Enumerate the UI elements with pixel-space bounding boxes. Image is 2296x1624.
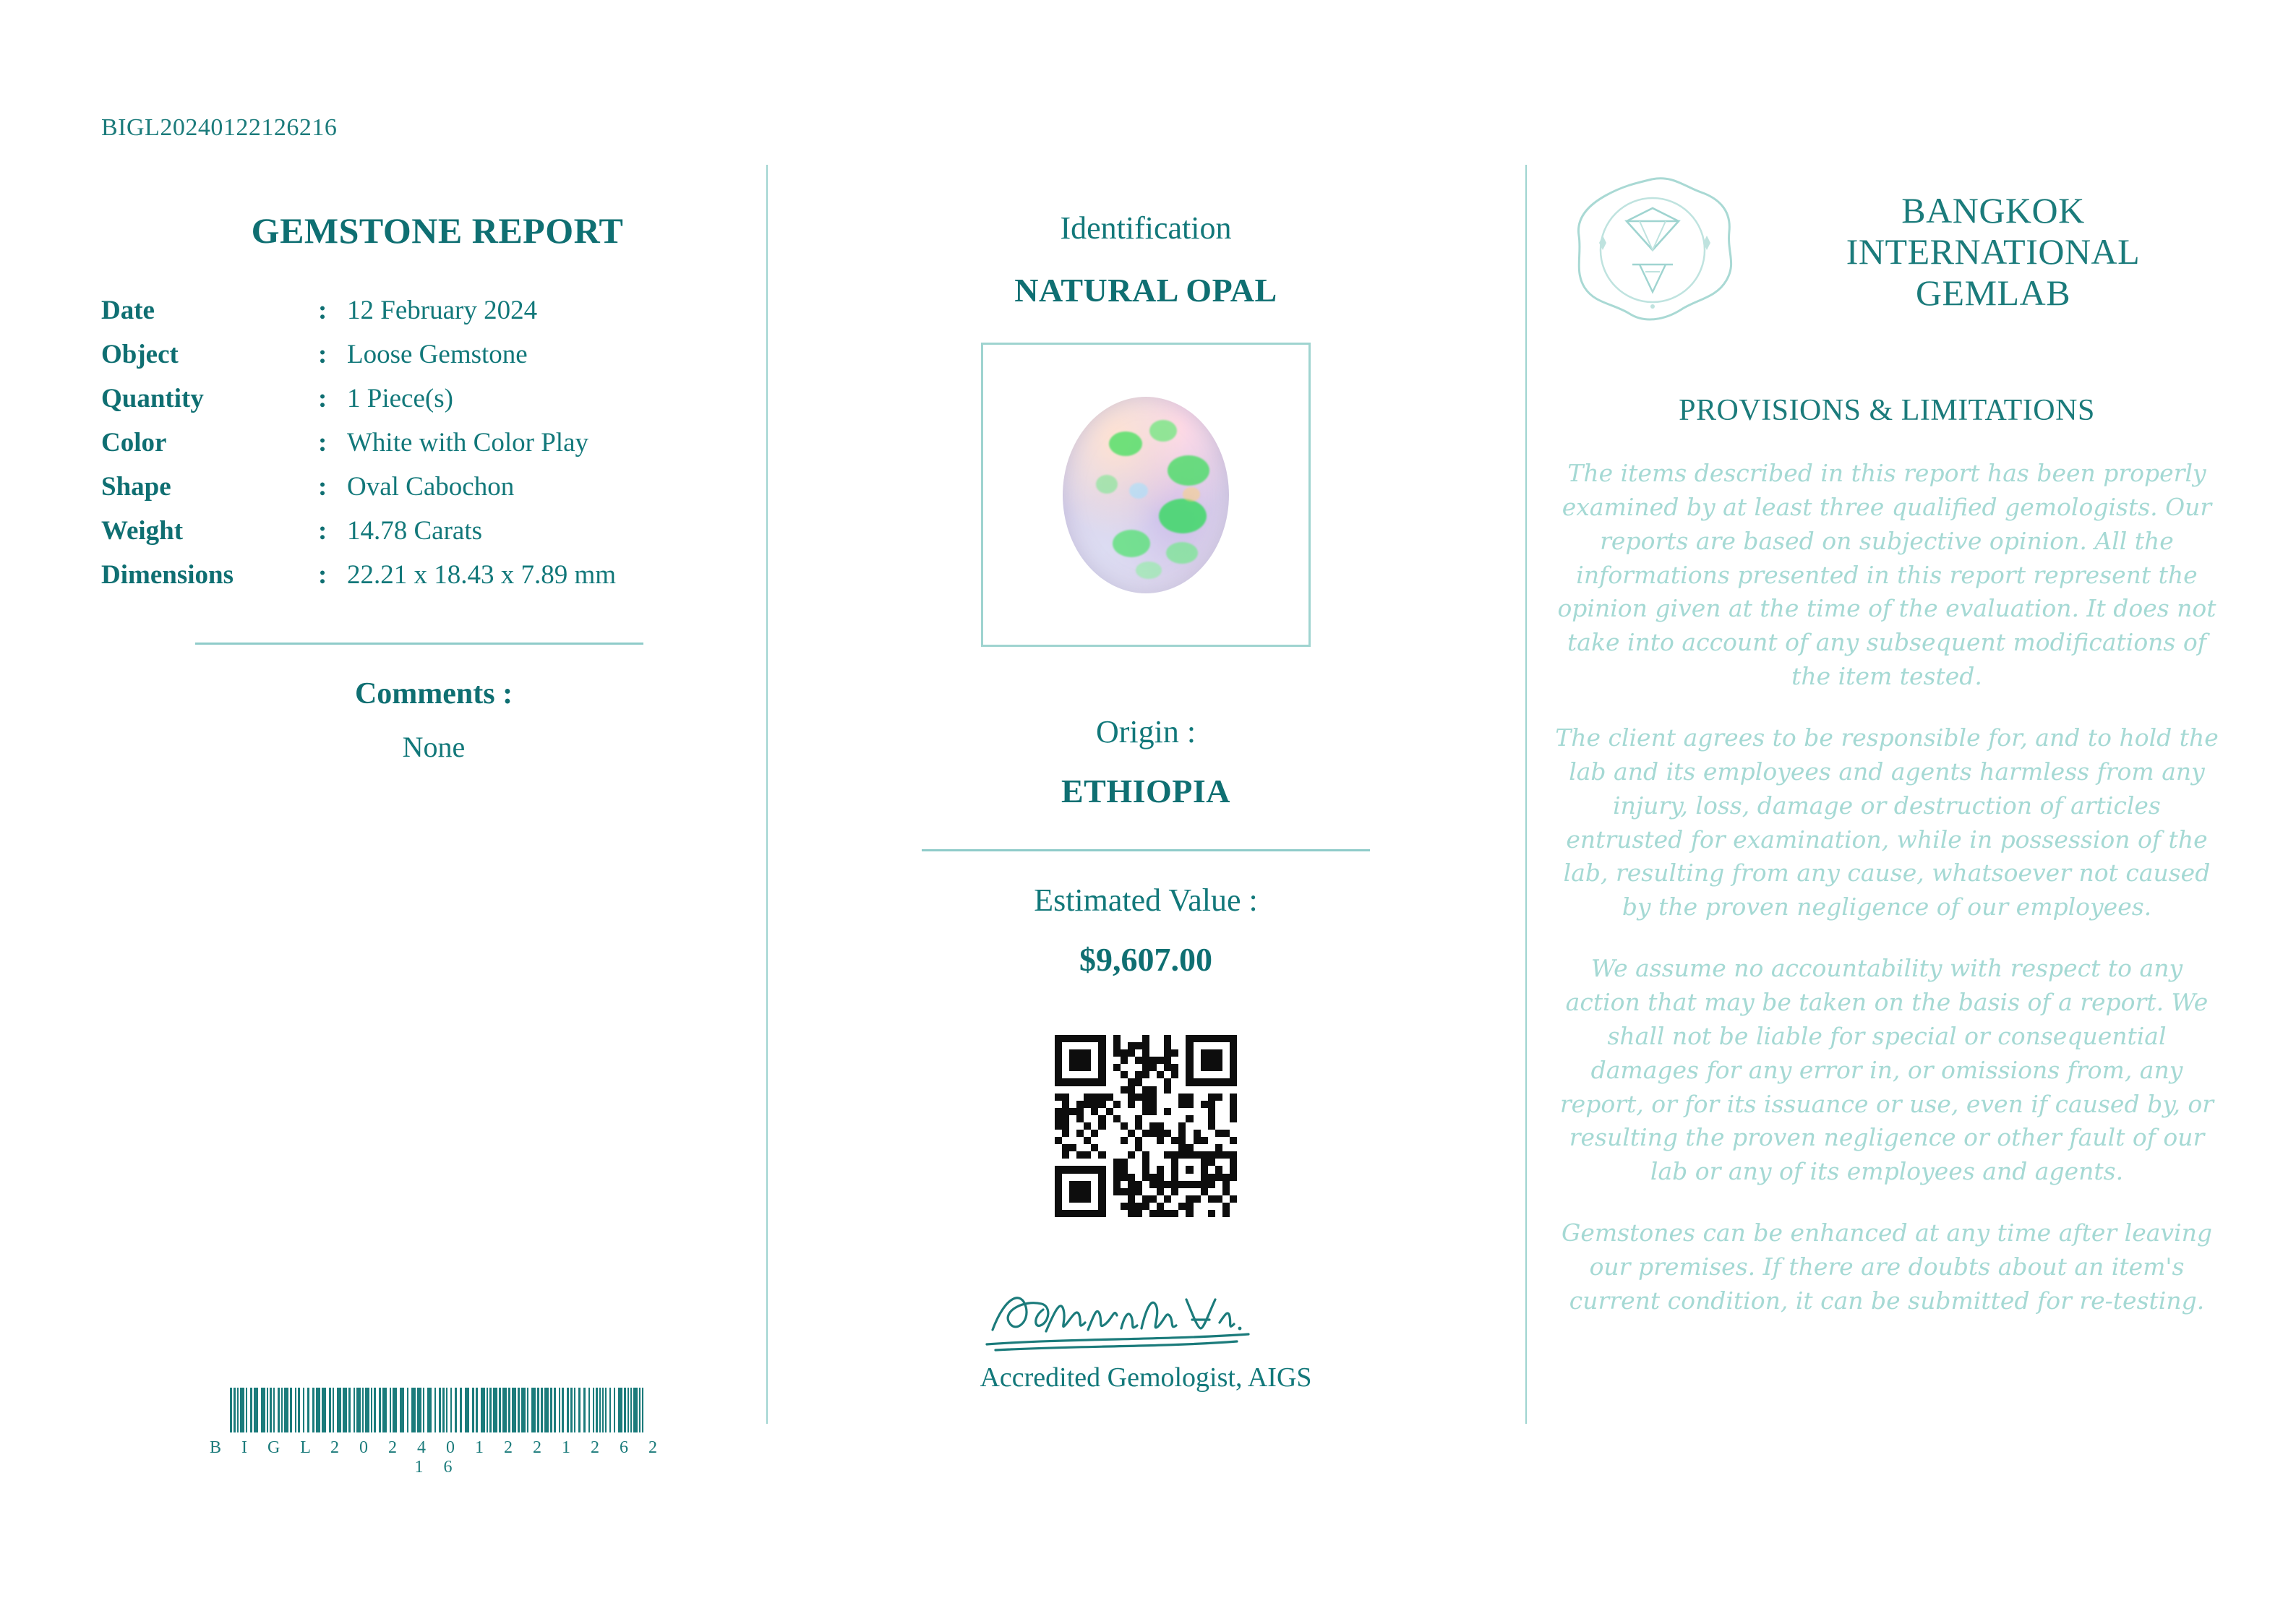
origin-label: Origin : [1095,714,1196,749]
identification-value: NATURAL OPAL [1014,272,1277,309]
gem-photo-frame [981,343,1311,647]
opal-gemstone-image [1063,397,1229,593]
field-value: 14.78 Carats [347,516,483,546]
field-colon: : [318,560,327,590]
field-label: Dimensions [101,560,234,590]
field-label: Quantity [101,384,204,413]
field-colon: : [318,384,327,413]
field-label: Weight [101,516,184,546]
provisions-paragraph: Gemstones can be enhanced at any time after leaving our premises. If there are doubts about an item's current condition, it can be submitted for re-testing. [1562,1219,2212,1315]
column-divider-left [766,165,768,1424]
field-row-quantity [101,383,737,414]
barcode-image [206,1388,669,1432]
gemlab-seal-icon [1554,165,1749,338]
field-colon: : [318,516,327,546]
page-title: GEMSTONE REPORT [251,210,624,251]
identification-label: Identification [1060,210,1232,246]
provisions-title: PROVISIONS & LIMITATIONS [1679,394,2095,427]
provisions-paragraph: The items described in this report has been properly examined by at least three qualified gemologists. Our reports are based on subjective opinion. All the informations presented in this report represent the opinion given at the time of the evaluation. It does not take into account of any subsequent modifications of the item tested. [1557,459,2216,691]
qr-code-icon[interactable] [1055,1035,1237,1217]
field-colon: : [318,296,327,325]
field-label: Shape [101,472,171,502]
comments-value: None [402,731,466,763]
field-row-color [101,427,737,458]
gem-properties-list [101,295,737,590]
field-value: 12 February 2024 [347,296,538,325]
estimated-value-label: Estimated Value : [1034,882,1258,918]
barcode-text: B I G L 2 0 2 4 0 1 2 2 1 2 6 2 1 6 [209,1438,666,1477]
brand-header [1554,165,2219,338]
section-divider [922,849,1370,851]
signature-caption: Accredited Gemologist, AIGS [980,1362,1312,1393]
signature-image [788,1278,1504,1357]
report-details-column [101,210,737,764]
field-row-date [101,295,737,326]
identification-column [788,210,1504,1393]
provisions-paragraph: The client agrees to be responsible for, and to hold the lab and its employees and agents harmless from any injury, loss, damage or destruction of articles entrusted for examination, while in possession of the lab, resulting from any cause, whatsoever not caused by the proven negligence of our employees. [1555,723,2219,921]
field-value: Loose Gemstone [347,340,528,369]
field-label: Object [101,340,179,369]
field-row-object [101,339,737,370]
field-colon: : [318,340,327,369]
field-label: Date [101,296,155,325]
barcode-block [206,1388,669,1477]
field-row-shape [101,471,737,502]
report-number: BIGL20240122126216 [101,114,338,141]
field-label: Color [101,428,167,457]
provisions-paragraph: We assume no accountability with respect to any action that may be taken on the basis of a report. We shall not be liable for special or consequential damages for any error in, or omissions from, any report, or for its issuance or use, even if caused by, or resulting the proven negligence or other fault of our lab or any of its employees and agents. [1559,954,2214,1186]
estimated-value-amount: $9,607.00 [1079,941,1212,978]
provisions-text-block [1554,457,2219,1318]
field-row-weight [101,515,737,546]
field-colon: : [318,428,327,457]
comments-label: Comments : [354,677,513,710]
field-value: 22.21 x 18.43 x 7.89 mm [347,560,617,590]
section-divider [195,643,643,645]
brand-title: BANGKOK INTERNATIONAL GEMLAB [1846,189,2141,313]
origin-value: ETHIOPIA [1061,773,1231,809]
lab-info-column [1554,165,2219,1346]
field-value: White with Color Play [347,428,588,457]
field-row-dimensions [101,559,737,590]
field-value: 1 Piece(s) [347,384,453,413]
field-value: Oval Cabochon [347,472,515,502]
field-colon: : [318,472,327,502]
column-divider-right [1525,165,1527,1424]
